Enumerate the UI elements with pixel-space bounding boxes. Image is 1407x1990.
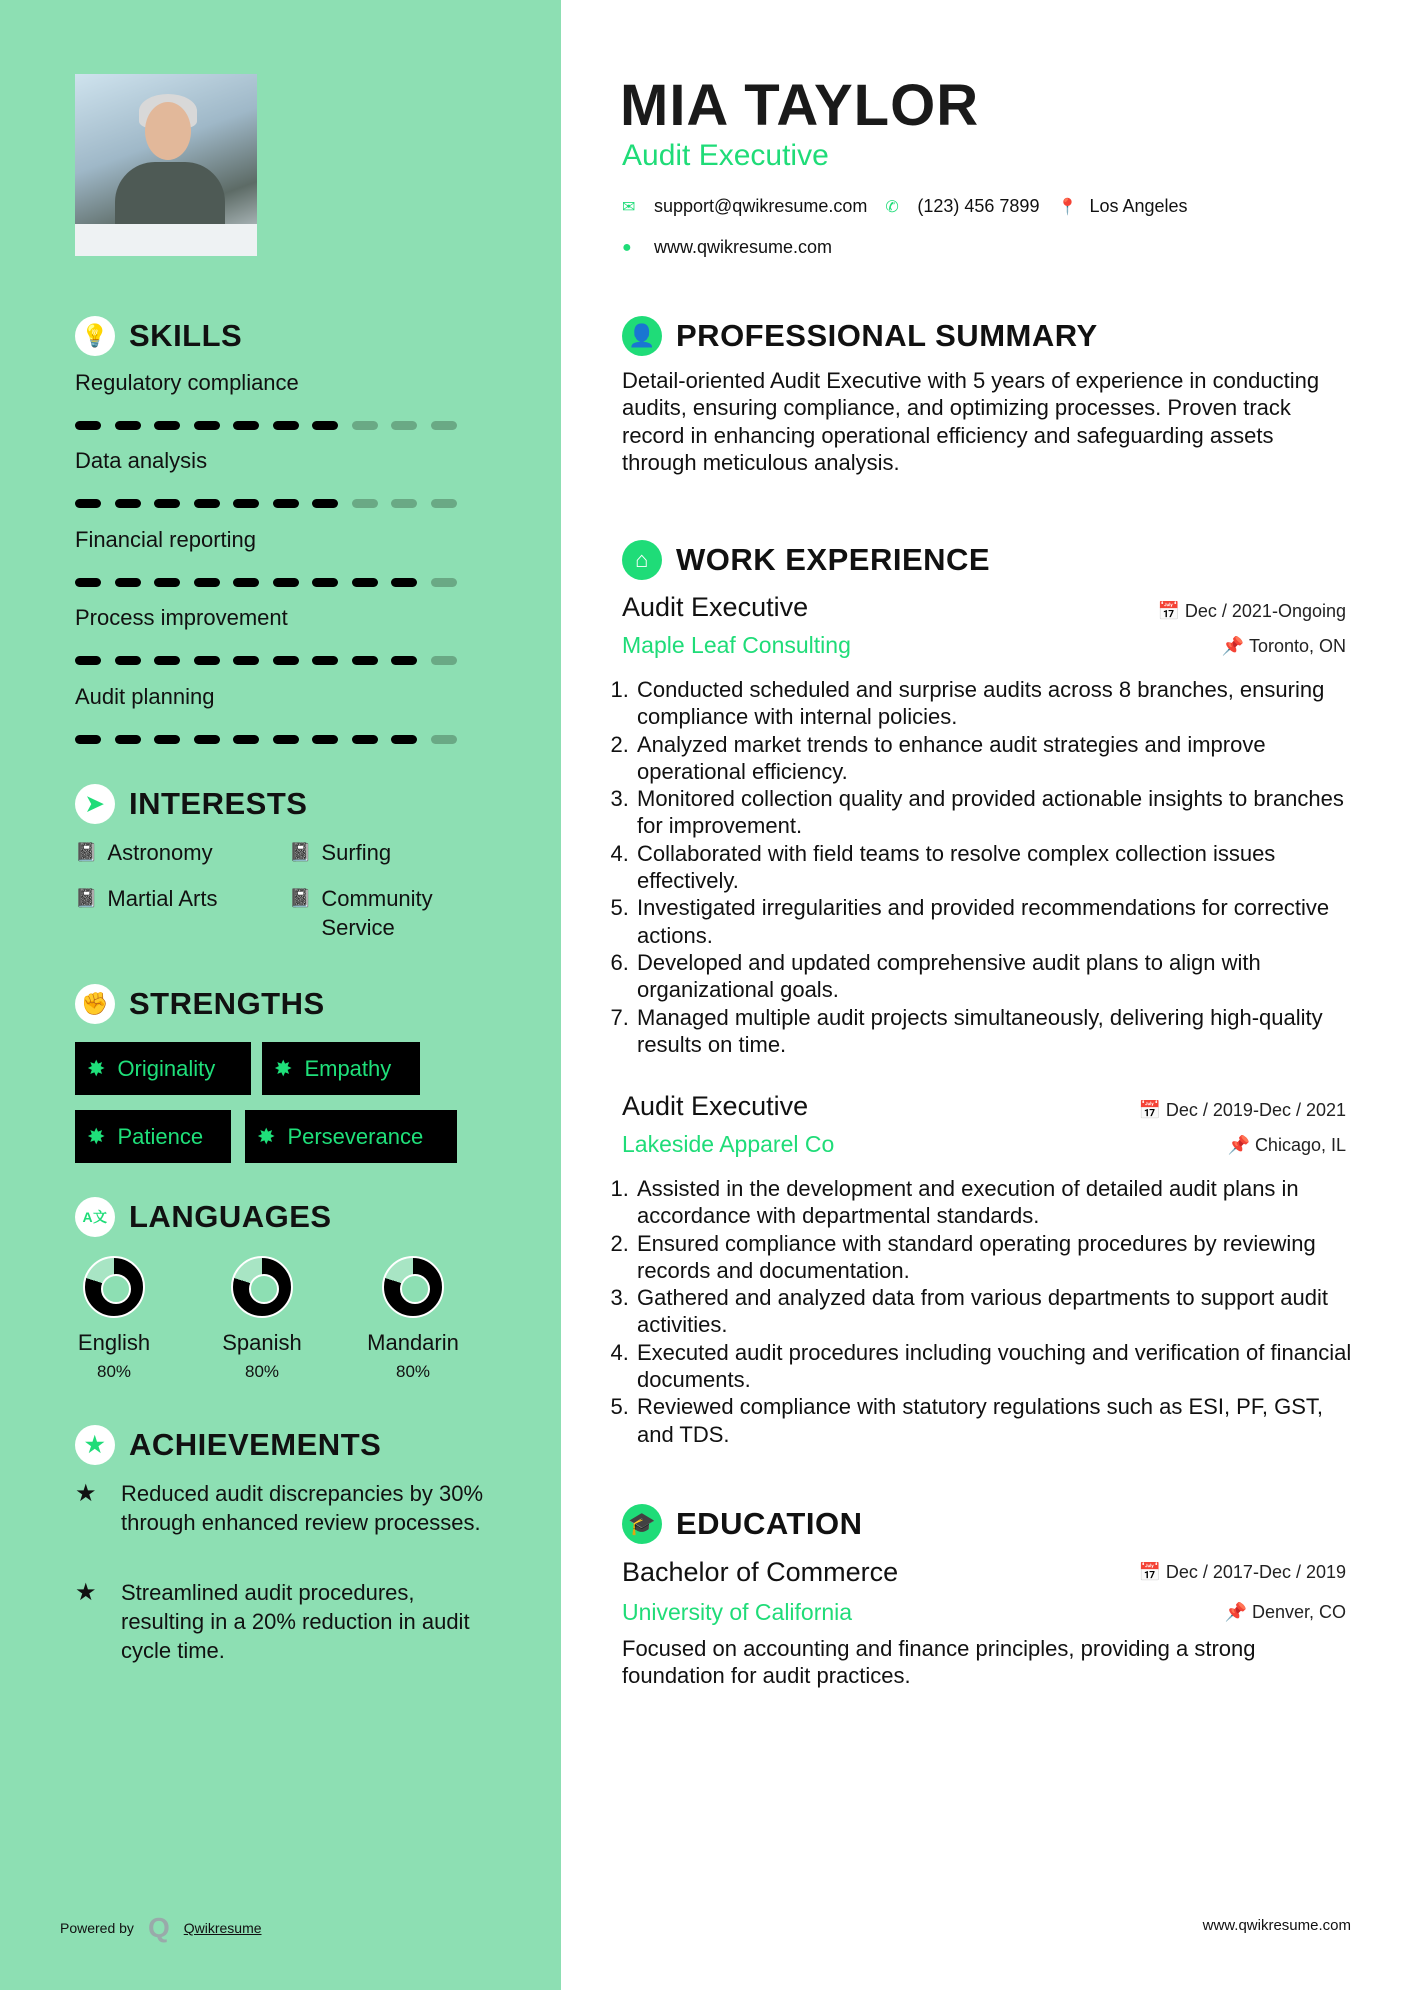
skill-level-segment <box>352 421 378 430</box>
skill-label: Regulatory compliance <box>75 370 299 395</box>
badge-icon: ✸ <box>87 1055 106 1081</box>
skill-label: Financial reporting <box>75 527 256 552</box>
skills-heading-text: SKILLS <box>129 318 243 353</box>
qwikresume-logo-icon: Q <box>147 1912 170 1943</box>
badge-icon: ✸ <box>274 1055 293 1081</box>
language-name: Spanish <box>222 1330 302 1355</box>
achievement-item <box>75 1578 495 1665</box>
job-location-text: Toronto, ON <box>1248 636 1346 656</box>
achievement-text: Reduced audit discrepancies by 30% through enhanced review processes. <box>121 1481 484 1535</box>
interest-item <box>75 838 213 867</box>
interest-label: Astronomy <box>107 840 213 865</box>
star-icon: ★ <box>75 1425 115 1465</box>
skill-level-segment <box>233 421 259 430</box>
interest-item <box>75 884 217 913</box>
powered-by-text: Powered by <box>60 1920 134 1936</box>
education-dates <box>1138 1562 1346 1583</box>
degree: Bachelor of Commerce <box>622 1557 899 1587</box>
job-location <box>1222 636 1346 657</box>
language-percent: 80% <box>244 1362 280 1381</box>
chair-icon: ⌂ <box>622 540 662 580</box>
strength-tag <box>262 1042 420 1095</box>
language-item <box>187 1256 337 1382</box>
skill-level-segment <box>75 578 101 587</box>
strength-label: Perseverance <box>287 1123 424 1149</box>
language-item <box>39 1256 189 1382</box>
job-bullet: 3. Gathered and analyzed data from various departments to support audit activities. <box>635 1284 1352 1339</box>
company-name: Maple Leaf Consulting <box>622 632 851 658</box>
candidate-name: MIA TAYLOR <box>620 73 980 138</box>
strengths-heading-text: STRENGTHS <box>129 986 325 1021</box>
job-bullet: 5. Reviewed compliance with statutory regulations such as ESI, PF, GST, and TDS. <box>635 1393 1352 1448</box>
calendar-icon: 📅 <box>1138 1562 1166 1582</box>
skill-level-segment <box>352 578 378 587</box>
job-bullets <box>617 1175 1352 1448</box>
powered-by <box>60 1912 262 1944</box>
skill-label: Process improvement <box>75 605 288 630</box>
email[interactable]: support@qwikresume.com <box>654 196 868 216</box>
skill-level-segment <box>391 735 417 744</box>
skill-level-segment <box>154 499 180 508</box>
school: University of California <box>622 1599 853 1625</box>
language-item <box>338 1256 488 1382</box>
skill-level-segment <box>194 578 220 587</box>
calendar-icon: 📅 <box>1157 601 1185 621</box>
skill-level-segment <box>194 421 220 430</box>
book-icon: 📓 <box>289 888 312 908</box>
pin-icon: 📌 <box>1224 1602 1252 1622</box>
skill-level-segment <box>391 656 417 665</box>
skill-level-segment <box>312 735 338 744</box>
education-heading-text: EDUCATION <box>676 1506 863 1541</box>
strengths-heading <box>75 984 325 1024</box>
book-icon: 📓 <box>289 842 312 862</box>
skill-level-segment <box>352 499 378 508</box>
job-bullet: 4. Executed audit procedures including vouching and verification of financial documents. <box>635 1339 1352 1394</box>
star-icon: ★ <box>75 1579 97 1606</box>
job-bullet: 3. Monitored collection quality and provided actionable insights to branches for improvement. <box>635 785 1352 840</box>
skill-level-segment <box>312 656 338 665</box>
language-donut <box>382 1256 444 1318</box>
job-bullet: 7. Managed multiple audit projects simultaneously, delivering high-quality results on time. <box>635 1004 1352 1059</box>
experience-heading-text: WORK EXPERIENCE <box>676 542 991 577</box>
education-dates-text: Dec / 2017-Dec / 2019 <box>1165 1562 1346 1582</box>
skill-level-segment <box>391 578 417 587</box>
job-dates-text: Dec / 2021-Ongoing <box>1184 601 1346 621</box>
education-location <box>1225 1602 1346 1623</box>
skill-level-segment <box>352 735 378 744</box>
job-dates <box>1138 1100 1346 1121</box>
skill-level-segment <box>233 499 259 508</box>
job-location <box>1228 1135 1346 1156</box>
star-icon: ★ <box>75 1480 97 1507</box>
book-icon: 📓 <box>75 888 98 908</box>
education-description: Focused on accounting and finance principles, providing a strong foundation for audit practices. <box>622 1636 1256 1689</box>
badge-icon: ✸ <box>87 1123 106 1149</box>
pin-icon: 📌 <box>1227 1135 1255 1155</box>
skill-level-segment <box>273 735 299 744</box>
skill-level-segment <box>194 735 220 744</box>
job-bullet: 5. Investigated irregularities and provided recommendations for corrective actions. <box>635 894 1352 949</box>
skill-level-segment <box>194 656 220 665</box>
envelope-icon: ✉ <box>622 198 636 216</box>
skill-level-segment <box>194 499 220 508</box>
fist-icon: ✊ <box>75 984 115 1024</box>
skill-level-bar <box>75 735 457 744</box>
summary-text: Detail-oriented Audit Executive with 5 years of experience in conducting audits, ensuring compliance, and optimizing processes. Proven track record in enhancing operational efficiency and safeguarding assets through meticulous analysis. <box>622 368 1320 476</box>
skill-level-segment <box>431 656 457 665</box>
skill-level-segment <box>431 421 457 430</box>
skill-level-segment <box>273 499 299 508</box>
job-dates-text: Dec / 2019-Dec / 2021 <box>1165 1100 1346 1120</box>
language-percent: 80% <box>395 1362 431 1381</box>
strength-label: Empathy <box>304 1055 392 1081</box>
interest-label: Community Service <box>321 886 433 940</box>
graduation-cap-icon: 🎓 <box>622 1504 662 1544</box>
strength-label: Originality <box>117 1055 216 1081</box>
skill-level-segment <box>75 499 101 508</box>
skill-level-bar <box>75 656 457 665</box>
strength-label: Patience <box>117 1123 204 1149</box>
translate-icon: A文 <box>75 1197 115 1237</box>
candidate-title: Audit Executive <box>622 139 829 172</box>
achievements-heading-text: ACHIEVEMENTS <box>129 1427 382 1462</box>
qwikresume-link[interactable]: Qwikresume <box>183 1920 262 1936</box>
skill-level-segment <box>312 578 338 587</box>
interests-heading <box>75 784 307 824</box>
language-name: Mandarin <box>367 1330 459 1355</box>
pin-icon: 📌 <box>1221 636 1249 656</box>
job-bullet: 6. Developed and updated comprehensive audit plans to align with organizational goals. <box>635 949 1352 1004</box>
location: Los Angeles <box>1089 196 1188 216</box>
job-location-text: Chicago, IL <box>1254 1135 1346 1155</box>
calendar-icon: 📅 <box>1138 1100 1166 1120</box>
skill-level-segment <box>115 578 141 587</box>
skill-level-segment <box>75 421 101 430</box>
skill-level-segment <box>431 735 457 744</box>
job-bullets <box>617 676 1352 1058</box>
profile-photo <box>75 74 257 256</box>
company-name: Lakeside Apparel Co <box>622 1131 835 1157</box>
skill-level-segment <box>273 578 299 587</box>
skill-level-segment <box>75 656 101 665</box>
summary-heading-text: PROFESSIONAL SUMMARY <box>676 318 1098 353</box>
strength-tag <box>245 1110 457 1163</box>
skill-level-bar <box>75 578 457 587</box>
skill-level-segment <box>273 656 299 665</box>
education-location-text: Denver, CO <box>1251 1602 1346 1622</box>
skill-level-segment <box>352 656 378 665</box>
skill-level-segment <box>233 578 259 587</box>
job-bullet: 1. Conducted scheduled and surprise audits across 8 branches, ensuring compliance with internal policies. <box>635 676 1352 731</box>
skill-level-segment <box>154 656 180 665</box>
languages-heading <box>75 1197 332 1237</box>
job-bullet: 2. Analyzed market trends to enhance audit strategies and improve operational efficiency. <box>635 731 1352 786</box>
job-title: Audit Executive <box>622 592 809 622</box>
job-title: Audit Executive <box>622 1091 809 1121</box>
skill-level-segment <box>273 421 299 430</box>
phone-icon: ✆ <box>885 198 899 216</box>
user-icon: 👤 <box>622 316 662 356</box>
achievement-item <box>75 1479 495 1537</box>
website-row <box>622 237 832 258</box>
footer-website[interactable]: www.qwikresume.com <box>1202 1917 1351 1934</box>
globe-icon: ● <box>622 238 632 256</box>
lightbulb-icon: 💡 <box>75 316 115 356</box>
interest-item <box>289 884 469 942</box>
interest-label: Surfing <box>321 840 392 865</box>
paper-plane-icon: ➤ <box>75 784 115 824</box>
map-pin-icon: 📍 <box>1057 198 1078 216</box>
skill-level-segment <box>312 421 338 430</box>
skill-level-bar <box>75 499 457 508</box>
skill-level-bar <box>75 421 457 430</box>
skills-heading <box>75 316 242 356</box>
skill-level-segment <box>154 578 180 587</box>
strength-tag <box>75 1110 231 1163</box>
summary-heading <box>622 316 1098 356</box>
skill-level-segment <box>233 735 259 744</box>
badge-icon: ✸ <box>257 1123 276 1149</box>
interest-label: Martial Arts <box>107 886 218 911</box>
job-bullet: 2. Ensured compliance with standard operating procedures by reviewing records and documentation. <box>635 1230 1352 1285</box>
experience-heading <box>622 540 990 580</box>
language-donut <box>83 1256 145 1318</box>
skill-level-segment <box>391 421 417 430</box>
languages-heading-text: LANGUAGES <box>129 1199 332 1234</box>
phone: (123) 456 7899 <box>917 196 1040 216</box>
education-heading <box>622 1504 862 1544</box>
skill-level-segment <box>115 499 141 508</box>
skill-level-segment <box>115 656 141 665</box>
skill-level-segment <box>115 735 141 744</box>
language-donut <box>231 1256 293 1318</box>
skill-level-segment <box>312 499 338 508</box>
job-dates <box>1157 601 1346 622</box>
contact-row <box>622 196 1188 217</box>
language-percent: 80% <box>96 1362 132 1381</box>
job-bullet: 4. Collaborated with field teams to resolve complex collection issues effectively. <box>635 840 1352 895</box>
skill-level-segment <box>115 421 141 430</box>
achievements-heading <box>75 1425 381 1465</box>
book-icon: 📓 <box>75 842 98 862</box>
interests-heading-text: INTERESTS <box>129 786 308 821</box>
skill-level-segment <box>391 499 417 508</box>
skill-label: Audit planning <box>75 684 215 709</box>
skill-level-segment <box>233 656 259 665</box>
achievement-text: Streamlined audit procedures, resulting in a 20% reduction in audit cycle time. <box>121 1580 470 1663</box>
website[interactable]: www.qwikresume.com <box>654 237 833 257</box>
job-bullet: 1. Assisted in the development and execution of detailed audit plans in accordance with departmental standards. <box>635 1175 1352 1230</box>
skill-level-segment <box>75 735 101 744</box>
language-name: English <box>77 1330 151 1355</box>
skill-level-segment <box>431 499 457 508</box>
skill-level-segment <box>154 735 180 744</box>
skill-label: Data analysis <box>75 448 208 473</box>
skill-level-segment <box>431 578 457 587</box>
strength-tag <box>75 1042 251 1095</box>
interest-item <box>289 838 391 867</box>
skill-level-segment <box>154 421 180 430</box>
